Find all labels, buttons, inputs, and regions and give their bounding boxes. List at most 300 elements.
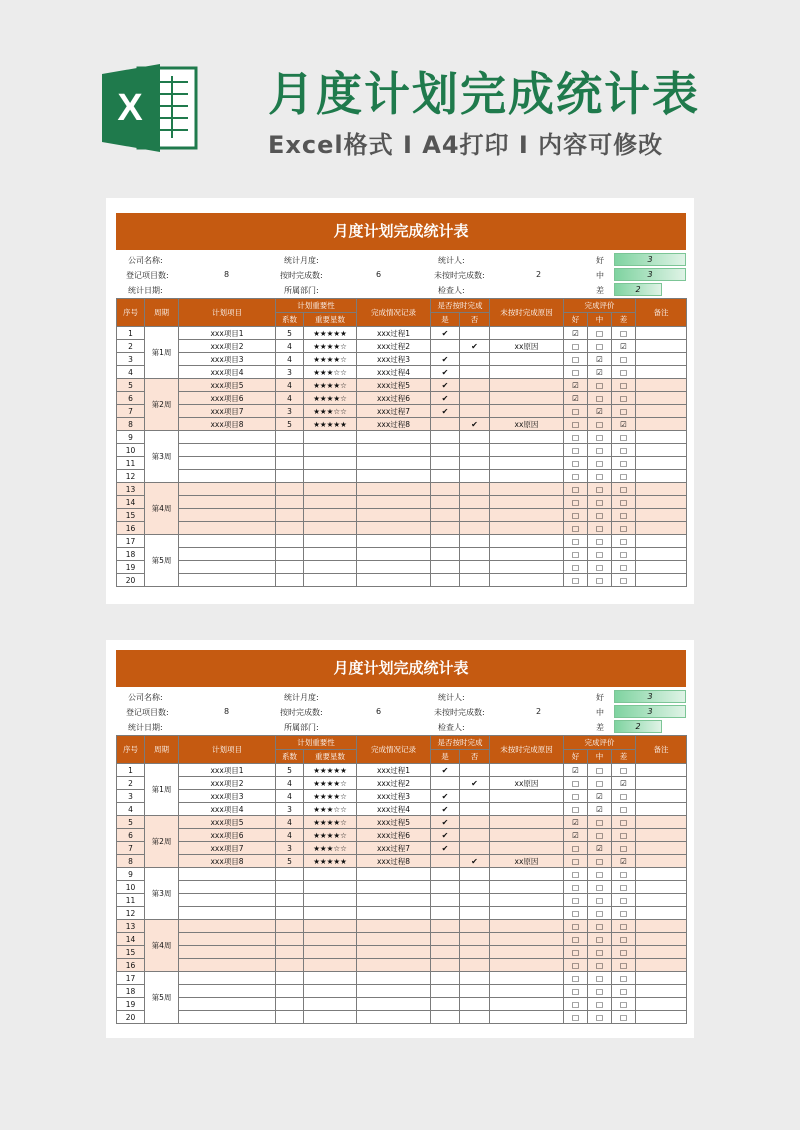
eval-bad-checkbox[interactable]: □ [612, 496, 636, 509]
ontime-yes-check[interactable] [431, 483, 460, 496]
item-cell[interactable]: xxx项目7 [179, 405, 276, 418]
eval-good-checkbox[interactable]: ☑ [564, 764, 588, 777]
note-cell[interactable] [636, 816, 687, 829]
eval-mid-checkbox[interactable]: □ [588, 561, 612, 574]
item-cell[interactable]: xxx项目6 [179, 829, 276, 842]
coef-cell[interactable] [276, 907, 304, 920]
ontime-no-check[interactable]: ✔ [460, 418, 490, 431]
ontime-no-check[interactable] [460, 392, 490, 405]
eval-bad-checkbox[interactable]: □ [612, 509, 636, 522]
stars-cell[interactable] [304, 444, 357, 457]
reason-cell[interactable] [490, 509, 564, 522]
record-cell[interactable]: xxx过程6 [357, 829, 431, 842]
ontime-no-check[interactable] [460, 535, 490, 548]
note-cell[interactable] [636, 1011, 687, 1024]
ontime-yes-check[interactable] [431, 777, 460, 790]
eval-mid-checkbox[interactable]: □ [588, 457, 612, 470]
eval-bad-checkbox[interactable]: □ [612, 353, 636, 366]
ontime-no-check[interactable]: ✔ [460, 777, 490, 790]
stars-cell[interactable]: ★★★★☆ [304, 353, 357, 366]
coef-cell[interactable] [276, 574, 304, 587]
eval-mid-checkbox[interactable]: □ [588, 574, 612, 587]
ontime-no-check[interactable] [460, 790, 490, 803]
reason-cell[interactable] [490, 444, 564, 457]
stars-cell[interactable]: ★★★★☆ [304, 829, 357, 842]
stars-cell[interactable]: ★★★★★ [304, 855, 357, 868]
ontime-no-check[interactable] [460, 933, 490, 946]
stars-cell[interactable]: ★★★☆☆ [304, 405, 357, 418]
item-cell[interactable] [179, 470, 276, 483]
note-cell[interactable] [636, 946, 687, 959]
ontime-no-check[interactable] [460, 842, 490, 855]
reason-cell[interactable] [490, 431, 564, 444]
eval-good-checkbox[interactable]: □ [564, 920, 588, 933]
eval-bad-checkbox[interactable]: □ [612, 327, 636, 340]
ontime-no-check[interactable] [460, 496, 490, 509]
reason-cell[interactable] [490, 522, 564, 535]
ontime-yes-check[interactable] [431, 522, 460, 535]
eval-bad-checkbox[interactable]: □ [612, 470, 636, 483]
coef-cell[interactable] [276, 920, 304, 933]
eval-good-checkbox[interactable]: □ [564, 483, 588, 496]
eval-bad-checkbox[interactable]: □ [612, 764, 636, 777]
eval-mid-checkbox[interactable]: □ [588, 881, 612, 894]
ontime-yes-check[interactable] [431, 340, 460, 353]
note-cell[interactable] [636, 777, 687, 790]
ontime-no-check[interactable] [460, 959, 490, 972]
eval-good-checkbox[interactable]: ☑ [564, 816, 588, 829]
note-cell[interactable] [636, 998, 687, 1011]
stars-cell[interactable] [304, 998, 357, 1011]
note-cell[interactable] [636, 894, 687, 907]
eval-good-checkbox[interactable]: □ [564, 933, 588, 946]
eval-good-checkbox[interactable]: □ [564, 842, 588, 855]
note-cell[interactable] [636, 327, 687, 340]
ontime-no-check[interactable] [460, 946, 490, 959]
coef-cell[interactable]: 4 [276, 816, 304, 829]
eval-mid-checkbox[interactable]: □ [588, 777, 612, 790]
record-cell[interactable] [357, 972, 431, 985]
eval-good-checkbox[interactable]: □ [564, 881, 588, 894]
ontime-no-check[interactable] [460, 1011, 490, 1024]
reason-cell[interactable] [490, 790, 564, 803]
reason-cell[interactable] [490, 907, 564, 920]
record-cell[interactable] [357, 998, 431, 1011]
ontime-yes-check[interactable]: ✔ [431, 327, 460, 340]
coef-cell[interactable]: 4 [276, 353, 304, 366]
eval-mid-checkbox[interactable]: □ [588, 431, 612, 444]
eval-good-checkbox[interactable]: □ [564, 366, 588, 379]
note-cell[interactable] [636, 496, 687, 509]
coef-cell[interactable] [276, 535, 304, 548]
eval-good-checkbox[interactable]: □ [564, 1011, 588, 1024]
eval-bad-checkbox[interactable]: □ [612, 842, 636, 855]
eval-mid-checkbox[interactable]: □ [588, 1011, 612, 1024]
coef-cell[interactable]: 5 [276, 764, 304, 777]
item-cell[interactable]: xxx项目4 [179, 366, 276, 379]
record-cell[interactable] [357, 920, 431, 933]
note-cell[interactable] [636, 881, 687, 894]
record-cell[interactable] [357, 946, 431, 959]
item-cell[interactable] [179, 483, 276, 496]
note-cell[interactable] [636, 366, 687, 379]
ontime-no-check[interactable] [460, 894, 490, 907]
item-cell[interactable] [179, 894, 276, 907]
record-cell[interactable]: xxx过程3 [357, 790, 431, 803]
ontime-no-check[interactable] [460, 574, 490, 587]
eval-bad-checkbox[interactable]: □ [612, 803, 636, 816]
ontime-yes-check[interactable] [431, 946, 460, 959]
item-cell[interactable]: xxx项目8 [179, 418, 276, 431]
eval-mid-checkbox[interactable]: □ [588, 985, 612, 998]
item-cell[interactable] [179, 561, 276, 574]
stars-cell[interactable]: ★★★★☆ [304, 790, 357, 803]
eval-bad-checkbox[interactable]: □ [612, 392, 636, 405]
reason-cell[interactable] [490, 574, 564, 587]
eval-bad-checkbox[interactable]: □ [612, 959, 636, 972]
record-cell[interactable]: xxx过程7 [357, 842, 431, 855]
eval-mid-checkbox[interactable]: □ [588, 907, 612, 920]
reason-cell[interactable] [490, 1011, 564, 1024]
item-cell[interactable] [179, 548, 276, 561]
ontime-no-check[interactable] [460, 803, 490, 816]
stars-cell[interactable]: ★★★★☆ [304, 340, 357, 353]
ontime-yes-check[interactable] [431, 418, 460, 431]
stars-cell[interactable]: ★★★★☆ [304, 392, 357, 405]
reason-cell[interactable] [490, 868, 564, 881]
stars-cell[interactable] [304, 985, 357, 998]
item-cell[interactable]: xxx项目5 [179, 816, 276, 829]
reason-cell[interactable]: xx原因 [490, 340, 564, 353]
ontime-yes-check[interactable] [431, 907, 460, 920]
ontime-yes-check[interactable] [431, 855, 460, 868]
ontime-no-check[interactable] [460, 431, 490, 444]
eval-mid-checkbox[interactable]: □ [588, 522, 612, 535]
eval-bad-checkbox[interactable]: ☑ [612, 855, 636, 868]
coef-cell[interactable]: 5 [276, 418, 304, 431]
note-cell[interactable] [636, 764, 687, 777]
ontime-no-check[interactable] [460, 483, 490, 496]
note-cell[interactable] [636, 985, 687, 998]
record-cell[interactable]: xxx过程7 [357, 405, 431, 418]
eval-good-checkbox[interactable]: □ [564, 444, 588, 457]
ontime-yes-check[interactable]: ✔ [431, 353, 460, 366]
reason-cell[interactable] [490, 972, 564, 985]
ontime-yes-check[interactable]: ✔ [431, 405, 460, 418]
item-cell[interactable] [179, 985, 276, 998]
ontime-yes-check[interactable] [431, 933, 460, 946]
eval-bad-checkbox[interactable]: □ [612, 920, 636, 933]
record-cell[interactable]: xxx过程8 [357, 855, 431, 868]
reason-cell[interactable] [490, 920, 564, 933]
stars-cell[interactable] [304, 548, 357, 561]
item-cell[interactable] [179, 444, 276, 457]
stars-cell[interactable] [304, 457, 357, 470]
coef-cell[interactable] [276, 868, 304, 881]
eval-bad-checkbox[interactable]: □ [612, 535, 636, 548]
reason-cell[interactable] [490, 998, 564, 1011]
eval-mid-checkbox[interactable]: □ [588, 959, 612, 972]
note-cell[interactable] [636, 548, 687, 561]
ontime-no-check[interactable] [460, 353, 490, 366]
reason-cell[interactable] [490, 894, 564, 907]
ontime-yes-check[interactable] [431, 920, 460, 933]
coef-cell[interactable] [276, 483, 304, 496]
eval-mid-checkbox[interactable]: □ [588, 548, 612, 561]
eval-mid-checkbox[interactable]: □ [588, 946, 612, 959]
reason-cell[interactable] [490, 842, 564, 855]
stars-cell[interactable]: ★★★★★ [304, 327, 357, 340]
ontime-no-check[interactable]: ✔ [460, 855, 490, 868]
stars-cell[interactable] [304, 972, 357, 985]
coef-cell[interactable] [276, 496, 304, 509]
ontime-no-check[interactable] [460, 509, 490, 522]
record-cell[interactable]: xxx过程5 [357, 379, 431, 392]
stars-cell[interactable] [304, 868, 357, 881]
eval-bad-checkbox[interactable]: □ [612, 972, 636, 985]
eval-good-checkbox[interactable]: □ [564, 457, 588, 470]
eval-mid-checkbox[interactable]: □ [588, 509, 612, 522]
eval-mid-checkbox[interactable]: □ [588, 829, 612, 842]
record-cell[interactable] [357, 444, 431, 457]
note-cell[interactable] [636, 561, 687, 574]
coef-cell[interactable] [276, 548, 304, 561]
item-cell[interactable] [179, 920, 276, 933]
ontime-no-check[interactable] [460, 868, 490, 881]
eval-bad-checkbox[interactable]: □ [612, 933, 636, 946]
item-cell[interactable]: xxx项目7 [179, 842, 276, 855]
eval-mid-checkbox[interactable]: □ [588, 496, 612, 509]
coef-cell[interactable] [276, 946, 304, 959]
eval-bad-checkbox[interactable]: □ [612, 483, 636, 496]
eval-mid-checkbox[interactable]: □ [588, 920, 612, 933]
note-cell[interactable] [636, 842, 687, 855]
item-cell[interactable]: xxx项目1 [179, 764, 276, 777]
stars-cell[interactable] [304, 522, 357, 535]
reason-cell[interactable] [490, 405, 564, 418]
eval-good-checkbox[interactable]: □ [564, 418, 588, 431]
ontime-yes-check[interactable] [431, 894, 460, 907]
reason-cell[interactable]: xx原因 [490, 855, 564, 868]
note-cell[interactable] [636, 803, 687, 816]
eval-bad-checkbox[interactable]: □ [612, 1011, 636, 1024]
eval-bad-checkbox[interactable]: □ [612, 946, 636, 959]
eval-good-checkbox[interactable]: ☑ [564, 379, 588, 392]
eval-bad-checkbox[interactable]: ☑ [612, 340, 636, 353]
note-cell[interactable] [636, 868, 687, 881]
stars-cell[interactable] [304, 496, 357, 509]
coef-cell[interactable]: 4 [276, 829, 304, 842]
ontime-yes-check[interactable]: ✔ [431, 803, 460, 816]
reason-cell[interactable] [490, 496, 564, 509]
eval-mid-checkbox[interactable]: □ [588, 535, 612, 548]
coef-cell[interactable] [276, 522, 304, 535]
record-cell[interactable]: xxx过程5 [357, 816, 431, 829]
eval-mid-checkbox[interactable]: □ [588, 998, 612, 1011]
record-cell[interactable] [357, 985, 431, 998]
eval-good-checkbox[interactable]: □ [564, 894, 588, 907]
eval-good-checkbox[interactable]: □ [564, 855, 588, 868]
stars-cell[interactable] [304, 1011, 357, 1024]
record-cell[interactable] [357, 868, 431, 881]
eval-bad-checkbox[interactable]: □ [612, 998, 636, 1011]
stars-cell[interactable] [304, 907, 357, 920]
ontime-no-check[interactable] [460, 998, 490, 1011]
stars-cell[interactable] [304, 509, 357, 522]
item-cell[interactable]: xxx项目2 [179, 777, 276, 790]
eval-good-checkbox[interactable]: □ [564, 340, 588, 353]
eval-bad-checkbox[interactable]: □ [612, 522, 636, 535]
coef-cell[interactable]: 4 [276, 340, 304, 353]
record-cell[interactable] [357, 907, 431, 920]
eval-mid-checkbox[interactable]: ☑ [588, 405, 612, 418]
record-cell[interactable]: xxx过程1 [357, 764, 431, 777]
eval-mid-checkbox[interactable]: ☑ [588, 842, 612, 855]
ontime-yes-check[interactable] [431, 998, 460, 1011]
record-cell[interactable]: xxx过程4 [357, 366, 431, 379]
eval-good-checkbox[interactable]: □ [564, 405, 588, 418]
record-cell[interactable]: xxx过程8 [357, 418, 431, 431]
ontime-yes-check[interactable] [431, 496, 460, 509]
eval-mid-checkbox[interactable]: □ [588, 470, 612, 483]
ontime-no-check[interactable] [460, 764, 490, 777]
eval-mid-checkbox[interactable]: ☑ [588, 790, 612, 803]
coef-cell[interactable]: 5 [276, 327, 304, 340]
coef-cell[interactable]: 5 [276, 855, 304, 868]
eval-good-checkbox[interactable]: ☑ [564, 829, 588, 842]
note-cell[interactable] [636, 920, 687, 933]
ontime-yes-check[interactable]: ✔ [431, 366, 460, 379]
eval-mid-checkbox[interactable]: □ [588, 340, 612, 353]
eval-good-checkbox[interactable]: □ [564, 535, 588, 548]
eval-good-checkbox[interactable]: ☑ [564, 392, 588, 405]
eval-good-checkbox[interactable]: □ [564, 790, 588, 803]
ontime-no-check[interactable] [460, 881, 490, 894]
eval-good-checkbox[interactable]: □ [564, 907, 588, 920]
ontime-no-check[interactable] [460, 379, 490, 392]
ontime-no-check[interactable] [460, 470, 490, 483]
ontime-yes-check[interactable] [431, 444, 460, 457]
reason-cell[interactable] [490, 561, 564, 574]
eval-bad-checkbox[interactable]: □ [612, 894, 636, 907]
eval-bad-checkbox[interactable]: □ [612, 379, 636, 392]
coef-cell[interactable] [276, 1011, 304, 1024]
note-cell[interactable] [636, 855, 687, 868]
record-cell[interactable] [357, 522, 431, 535]
eval-mid-checkbox[interactable]: □ [588, 855, 612, 868]
reason-cell[interactable] [490, 548, 564, 561]
stars-cell[interactable] [304, 881, 357, 894]
record-cell[interactable] [357, 496, 431, 509]
eval-bad-checkbox[interactable]: □ [612, 457, 636, 470]
stars-cell[interactable]: ★★★★☆ [304, 816, 357, 829]
ontime-yes-check[interactable] [431, 431, 460, 444]
note-cell[interactable] [636, 444, 687, 457]
item-cell[interactable] [179, 972, 276, 985]
stars-cell[interactable] [304, 535, 357, 548]
reason-cell[interactable] [490, 483, 564, 496]
reason-cell[interactable] [490, 881, 564, 894]
eval-good-checkbox[interactable]: □ [564, 959, 588, 972]
ontime-no-check[interactable] [460, 327, 490, 340]
eval-mid-checkbox[interactable]: □ [588, 483, 612, 496]
coef-cell[interactable] [276, 444, 304, 457]
eval-mid-checkbox[interactable]: □ [588, 933, 612, 946]
stars-cell[interactable] [304, 920, 357, 933]
note-cell[interactable] [636, 353, 687, 366]
reason-cell[interactable] [490, 985, 564, 998]
coef-cell[interactable] [276, 894, 304, 907]
eval-bad-checkbox[interactable]: □ [612, 790, 636, 803]
coef-cell[interactable] [276, 972, 304, 985]
record-cell[interactable] [357, 561, 431, 574]
ontime-no-check[interactable] [460, 366, 490, 379]
reason-cell[interactable] [490, 379, 564, 392]
ontime-no-check[interactable] [460, 972, 490, 985]
reason-cell[interactable] [490, 803, 564, 816]
record-cell[interactable] [357, 959, 431, 972]
note-cell[interactable] [636, 470, 687, 483]
stars-cell[interactable]: ★★★☆☆ [304, 366, 357, 379]
coef-cell[interactable] [276, 998, 304, 1011]
item-cell[interactable] [179, 535, 276, 548]
note-cell[interactable] [636, 790, 687, 803]
eval-good-checkbox[interactable]: □ [564, 470, 588, 483]
eval-bad-checkbox[interactable]: □ [612, 907, 636, 920]
item-cell[interactable] [179, 574, 276, 587]
eval-mid-checkbox[interactable]: □ [588, 379, 612, 392]
eval-good-checkbox[interactable]: □ [564, 574, 588, 587]
item-cell[interactable]: xxx项目3 [179, 353, 276, 366]
item-cell[interactable]: xxx项目8 [179, 855, 276, 868]
eval-good-checkbox[interactable]: □ [564, 946, 588, 959]
record-cell[interactable] [357, 1011, 431, 1024]
record-cell[interactable] [357, 470, 431, 483]
stars-cell[interactable]: ★★★★★ [304, 764, 357, 777]
eval-good-checkbox[interactable]: □ [564, 985, 588, 998]
record-cell[interactable] [357, 431, 431, 444]
item-cell[interactable]: xxx项目5 [179, 379, 276, 392]
record-cell[interactable] [357, 509, 431, 522]
ontime-yes-check[interactable] [431, 985, 460, 998]
stars-cell[interactable] [304, 574, 357, 587]
note-cell[interactable] [636, 522, 687, 535]
item-cell[interactable] [179, 998, 276, 1011]
item-cell[interactable]: xxx项目3 [179, 790, 276, 803]
eval-good-checkbox[interactable]: □ [564, 998, 588, 1011]
ontime-yes-check[interactable] [431, 535, 460, 548]
coef-cell[interactable]: 3 [276, 405, 304, 418]
stars-cell[interactable] [304, 946, 357, 959]
eval-bad-checkbox[interactable]: □ [612, 574, 636, 587]
note-cell[interactable] [636, 959, 687, 972]
note-cell[interactable] [636, 933, 687, 946]
ontime-yes-check[interactable] [431, 1011, 460, 1024]
eval-mid-checkbox[interactable]: ☑ [588, 366, 612, 379]
eval-mid-checkbox[interactable]: □ [588, 816, 612, 829]
record-cell[interactable] [357, 574, 431, 587]
eval-good-checkbox[interactable]: ☑ [564, 327, 588, 340]
reason-cell[interactable]: xx原因 [490, 418, 564, 431]
note-cell[interactable] [636, 405, 687, 418]
eval-bad-checkbox[interactable]: □ [612, 829, 636, 842]
ontime-no-check[interactable] [460, 548, 490, 561]
coef-cell[interactable] [276, 561, 304, 574]
stars-cell[interactable] [304, 483, 357, 496]
item-cell[interactable] [179, 522, 276, 535]
reason-cell[interactable] [490, 933, 564, 946]
note-cell[interactable] [636, 379, 687, 392]
